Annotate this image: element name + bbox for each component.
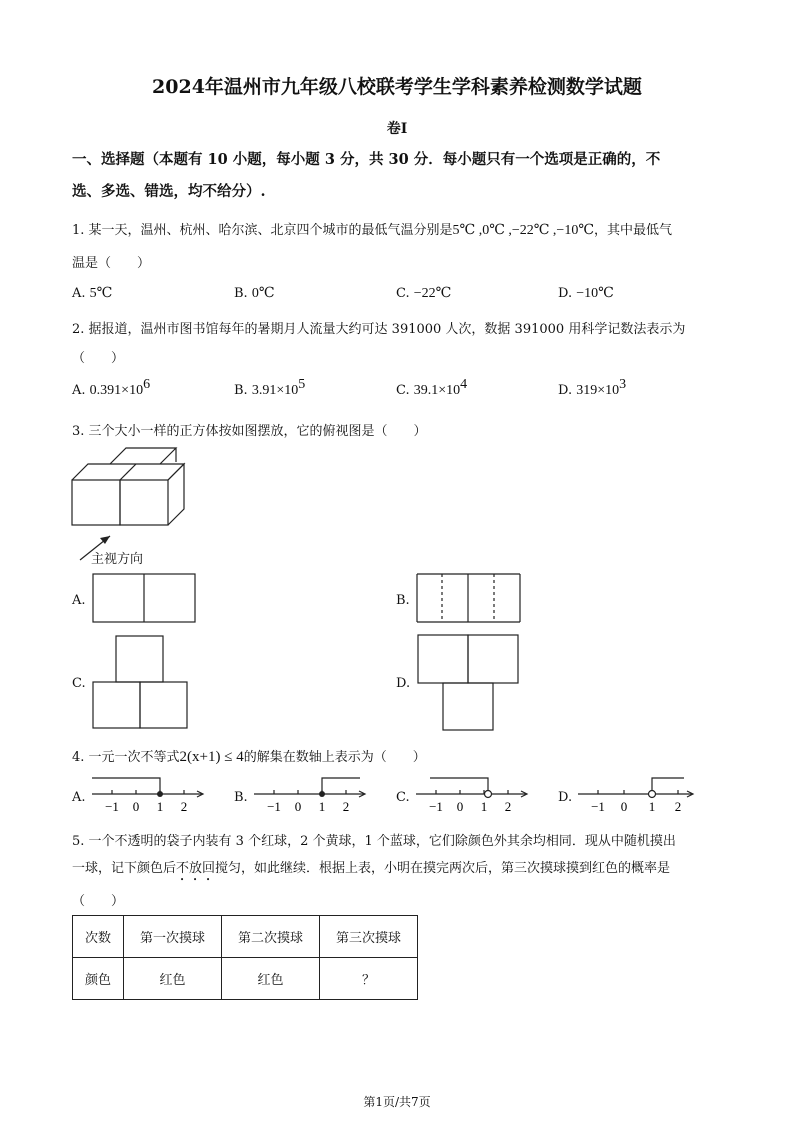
question-2-option-c[interactable]: C. $39.1\times 10^4$ [396, 377, 468, 398]
question-1-temperatures: 5℃ ,0℃ ,−22℃ ,−10℃ [452, 223, 594, 238]
question-3-option-c-label[interactable]: C. [72, 676, 86, 691]
svg-text:1: 1 [648, 799, 656, 814]
question-3-line1: 3. 三个大小一样的正方体按如图摆放，它的俯视图是（ ） [72, 424, 427, 439]
question-1-option-c[interactable]: C. −22℃ [396, 286, 452, 301]
svg-text:−1: −1 [429, 799, 443, 814]
table-cell: 第三次摸球 [320, 916, 418, 958]
question-5-emphasis: 不放回 [176, 861, 216, 876]
question-3-option-a-figure[interactable] [92, 573, 198, 625]
question-2-option-b[interactable]: B. $3.91\times 10^5$ [234, 377, 306, 398]
section-heading-line2: 选、多选、错选，均不给分）. [72, 183, 266, 200]
question-4-option-b-numberline[interactable] [254, 775, 374, 815]
question-1-option-d[interactable]: D. −10℃ [558, 286, 614, 301]
question-4-option-d-numberline[interactable] [578, 775, 702, 815]
question-1-line1 [72, 219, 672, 239]
question-3-option-b-label[interactable]: B. [396, 593, 410, 608]
svg-text:2: 2 [504, 799, 512, 814]
page-title: 2024年温州市九年级八校联考学生学科素养检测数学试题 [152, 76, 642, 98]
svg-text:0: 0 [456, 799, 464, 814]
question-5-line3: （ ） [72, 894, 125, 909]
question-4-option-a-label[interactable]: A. [72, 790, 86, 805]
svg-text:1: 1 [480, 799, 488, 814]
table-cell: 次数 [73, 916, 124, 958]
svg-text:−1: −1 [591, 799, 605, 814]
svg-text:1: 1 [156, 799, 164, 814]
question-5-line1: 5. 一个不透明的袋子内装有 3 个红球，2 个黄球，1 个蓝球，它们除颜色外其余均相同．现从中随机摸出 [72, 834, 676, 849]
question-1-text-tail: ，其中最低气 [593, 223, 672, 238]
table-cell: 颜色 [73, 958, 124, 1000]
view-direction-label: 主视方向 [91, 552, 144, 567]
svg-text:1: 1 [318, 799, 326, 814]
question-2-line1: 2. 据报道，温州市图书馆每年的暑期月人流量大约可达 391000 人次，数据 391000 用科学记数法表示为 [72, 322, 686, 337]
question-2-line2: （ ） [72, 351, 125, 366]
svg-text:0: 0 [132, 799, 140, 814]
question-3-option-d-label[interactable]: D. [396, 676, 411, 691]
question-4-option-b-label[interactable]: B. [234, 790, 248, 805]
question-5-line2: 一球，记下颜色后不放回搅匀，如此继续．根据上表，小明在摸完两次后，第三次摸球摸到红色的概率是 [72, 861, 671, 876]
question-4-option-c-label[interactable]: C. [396, 790, 410, 805]
question-1-option-a[interactable]: A. 5℃ [72, 286, 113, 301]
table-cell: 红色 [222, 958, 320, 1000]
table-cell: 第一次摸球 [124, 916, 222, 958]
volume-label: 卷I [386, 121, 408, 137]
svg-text:−1: −1 [267, 799, 281, 814]
question-3-option-d-figure[interactable] [417, 634, 521, 732]
svg-text:−1: −1 [105, 799, 119, 814]
table-cell: 第二次摸球 [222, 916, 320, 958]
question-1-option-b[interactable]: B. 0℃ [234, 286, 275, 301]
question-4-line1: 4. 一元一次不等式2(x+1) ≤ 4的解集在数轴上表示为（ ） [72, 749, 426, 765]
question-5-table [72, 915, 418, 1000]
question-4-option-c-numberline[interactable] [416, 775, 536, 815]
question-2-option-d[interactable]: D. $319\times 10^3$ [558, 377, 627, 398]
table-cell: 红色 [124, 958, 222, 1000]
question-3-option-a-label[interactable]: A. [72, 593, 86, 608]
question-3-option-b-figure[interactable] [416, 573, 524, 625]
table-row [73, 958, 418, 1000]
question-4-inequality: 2(x+1) ≤ 4 [179, 749, 244, 765]
section-heading-line1: 一、选择题（本题有 10 小题，每小题 3 分，共 30 分．每小题只有一个选项是正确的，不 [72, 151, 661, 168]
svg-text:0: 0 [620, 799, 628, 814]
question-1-line2: 温是（ ） [72, 256, 151, 271]
table-row [73, 916, 418, 958]
question-2-option-a[interactable]: A. $0.391\times 10^6$ [72, 377, 151, 398]
svg-text:2: 2 [674, 799, 682, 814]
question-4-option-a-numberline[interactable] [92, 775, 212, 815]
question-4-option-d-label[interactable]: D. [558, 790, 573, 805]
question-3-option-c-figure[interactable] [92, 635, 192, 731]
svg-text:0: 0 [294, 799, 302, 814]
table-cell: ？ [320, 958, 418, 1000]
question-1-text: 1. 某一天，温州、杭州、哈尔滨、北京四个城市的最低气温分别是 [72, 223, 453, 238]
svg-text:2: 2 [342, 799, 350, 814]
page-footer: 第1页/共7页 [363, 1095, 431, 1109]
svg-text:2: 2 [180, 799, 188, 814]
